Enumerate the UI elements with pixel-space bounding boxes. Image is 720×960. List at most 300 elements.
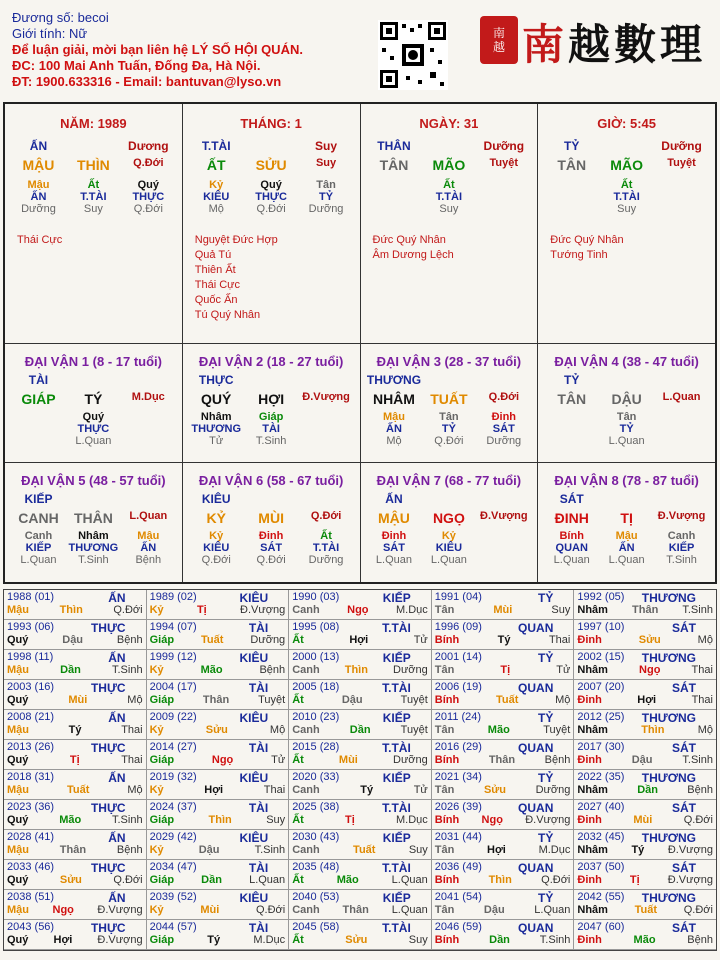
year-label: 2020 (33) (292, 771, 340, 783)
year-label: 2014 (27) (149, 741, 197, 753)
spacer (599, 373, 654, 387)
hidden-item (367, 179, 422, 191)
hidden-item: KIẾP (25, 542, 52, 554)
year-label: 2001 (14) (434, 651, 482, 663)
year-cell (4, 620, 147, 650)
year-cell (432, 920, 575, 950)
stem-branch-line (538, 157, 715, 173)
year-top (7, 591, 143, 603)
hidden-item: SÁT (382, 542, 405, 554)
year-star: SÁT (671, 801, 696, 815)
year-cell (147, 590, 290, 620)
year-stage: Thai (121, 754, 143, 766)
year-top (577, 771, 713, 783)
year-bottom (435, 874, 571, 886)
note-item: Đức Quý Nhân (372, 234, 446, 246)
header-info (12, 10, 303, 90)
year-branch: Mùi (200, 904, 220, 916)
year-bottom (577, 904, 713, 916)
year-stem: Mậu (7, 604, 29, 616)
spacer (476, 492, 531, 506)
year-row (4, 680, 716, 710)
branch: MÃO (610, 157, 643, 173)
year-star: T.TÀI (382, 861, 411, 875)
year-label: 2012 (25) (577, 711, 625, 723)
hidden-item (299, 411, 354, 423)
hidden-item: THỰC (77, 423, 110, 435)
stage: Đ.Vượng (657, 510, 706, 522)
year-stage: Mộ (127, 784, 143, 796)
year-star: TỶ (538, 711, 554, 725)
hidden-item (299, 423, 354, 435)
stem-branch-line (5, 510, 182, 526)
year-stage: T.Sinh (682, 754, 713, 766)
year-star: ẤN (108, 591, 126, 605)
year-label: 2010 (23) (292, 711, 340, 723)
year-bottom (435, 934, 571, 946)
so-label: Đương số: (12, 10, 75, 25)
year-stage: Đ.Vượng (667, 874, 713, 886)
year-branch: Tuất (201, 634, 224, 646)
year-stage: Mộ (697, 724, 713, 736)
year-branch: Hợi (204, 784, 224, 796)
stem: ĐINH (554, 510, 589, 526)
year-label: 1995 (08) (292, 621, 340, 633)
year-stage: Đ.Vượng (525, 814, 571, 826)
contact-line-1: Để luận giải, mời bạn liên hệ LÝ SỐ HỘI QUÁN. (12, 42, 303, 57)
year-stem: Ất (292, 934, 304, 946)
year-label: 2041 (54) (434, 891, 482, 903)
year-cell (289, 920, 432, 950)
year-branch: Tị (69, 754, 80, 766)
branch: TÝ (84, 391, 103, 407)
hidden-item: THƯƠNG (191, 423, 242, 435)
year-stem: Mậu (7, 784, 29, 796)
year-cell (289, 620, 432, 650)
hidden-item (121, 435, 176, 447)
stage: M.Dục (131, 391, 165, 403)
year-top (577, 591, 713, 603)
hidden-line-1 (5, 530, 182, 542)
year-row (4, 650, 716, 680)
year-label: 2006 (19) (434, 681, 482, 693)
year-bottom (435, 784, 571, 796)
year-star: KIẾP (382, 891, 411, 905)
year-label: 2031 (44) (434, 831, 482, 843)
hidden-line-2 (538, 542, 715, 554)
hidden-line-1 (538, 179, 715, 191)
year-row (4, 620, 716, 650)
year-stem: Mậu (7, 904, 29, 916)
year-top (292, 921, 428, 933)
year-star: T.TÀI (382, 621, 411, 635)
year-bottom (577, 934, 713, 946)
hidden-item: TỶ (619, 423, 634, 435)
dai-van-title: ĐẠI VẬN 4 (38 - 47 tuổi) (554, 354, 699, 369)
year-stage: Dưỡng (535, 784, 571, 796)
hidden-line-2 (183, 191, 360, 203)
hidden-item: Ất (320, 530, 332, 542)
hidden-item: Tân (316, 179, 336, 191)
hidden-line-3 (361, 435, 538, 447)
spacer (244, 373, 299, 387)
year-row (4, 860, 716, 890)
qr-code-icon[interactable] (378, 20, 448, 90)
year-label: 2022 (35) (577, 771, 625, 783)
ten-god-line (538, 492, 715, 506)
year-row (4, 590, 716, 620)
year-star: QUAN (518, 921, 554, 935)
year-bottom (292, 604, 428, 616)
dai-van-cell (538, 463, 715, 582)
hidden-item (654, 423, 709, 435)
hidden-item: Bệnh (135, 554, 162, 566)
year-stem: Bính (434, 934, 460, 946)
hidden-item: Nhâm (200, 411, 232, 423)
year-stage: T.Sinh (254, 844, 286, 856)
year-top (150, 831, 286, 843)
year-label: 2016 (29) (434, 741, 482, 753)
year-cell (432, 620, 575, 650)
dai-van-cell (361, 463, 539, 582)
dai-van-title: ĐẠI VẬN 6 (58 - 67 tuổi) (198, 473, 344, 488)
year-branch: Sửu (205, 724, 228, 736)
ten-god: KIẾP (24, 492, 53, 506)
year-cell (574, 740, 716, 770)
hidden-line-1 (5, 179, 182, 191)
year-top (577, 681, 713, 693)
year-stage: Bệnh (687, 784, 713, 796)
year-top (7, 621, 143, 633)
year-branch: Hợi (349, 634, 369, 646)
hidden-line-1 (538, 530, 715, 542)
year-top (150, 651, 286, 663)
year-branch: Tuất (495, 694, 519, 706)
year-star: TỶ (538, 651, 554, 665)
year-row (4, 770, 716, 800)
year-star: THƯƠNG (641, 591, 696, 605)
hidden-item: Dưỡng (308, 554, 344, 566)
hidden-item: Suy (83, 203, 103, 215)
year-star: TỶ (538, 831, 554, 845)
hidden-item: Mậu (382, 411, 405, 423)
year-top (292, 741, 428, 753)
pillar-cell (538, 104, 715, 344)
ten-god-line (183, 373, 360, 387)
year-label: 2042 (55) (577, 891, 625, 903)
year-star: THỰC (90, 621, 126, 635)
year-branch: Sửu (345, 934, 368, 946)
hidden-line-2 (538, 191, 715, 203)
hidden-item: THƯƠNG (68, 542, 119, 554)
year-star: TỶ (538, 771, 554, 785)
year-top (292, 831, 428, 843)
year-label: 2047 (60) (577, 921, 625, 933)
year-stem: Mậu (7, 844, 29, 856)
year-cell (147, 680, 290, 710)
hidden-item: T.Sinh (78, 554, 109, 566)
year-top (7, 651, 143, 663)
year-branch: Dậu (198, 844, 220, 856)
year-stage: Q.Đới (113, 874, 143, 886)
year-cell (432, 710, 575, 740)
year-stem: Đinh (577, 874, 602, 886)
year-star: KIẾP (382, 591, 411, 605)
notes (5, 233, 182, 248)
year-branch: Mão (200, 664, 223, 676)
hidden-line-3 (5, 554, 182, 566)
year-stage: Q.Đới (541, 874, 571, 886)
year-label: 2008 (21) (7, 711, 55, 723)
branch: TỊ (620, 510, 633, 526)
hidden-line-2 (538, 423, 715, 435)
year-label: 2007 (20) (577, 681, 625, 693)
dai-van-title: ĐẠI VẬN 5 (48 - 57 tuổi) (21, 473, 166, 488)
note-item: Nguyệt Đức Hợp (194, 234, 278, 246)
year-cell (4, 890, 147, 920)
year-stage: Mộ (697, 634, 713, 646)
ten-god: SÁT (559, 492, 584, 506)
year-stem: Tân (434, 604, 455, 616)
year-cell (574, 620, 716, 650)
year-top (577, 801, 713, 813)
year-stem: Kỷ (149, 784, 164, 796)
year-top (435, 651, 571, 663)
ten-god-line (361, 373, 538, 387)
hidden-item: Kỷ (441, 530, 456, 542)
year-stage: Thai (548, 634, 571, 646)
year-cell (147, 800, 290, 830)
hidden-item: Đinh (258, 530, 284, 542)
year-cell (289, 710, 432, 740)
hidden-item: Kỷ (209, 179, 224, 191)
spacer (121, 492, 176, 506)
year-stem: Quý (7, 694, 29, 706)
hidden-item: T.TÀI (613, 191, 640, 203)
hidden-item: Q.Đới (434, 435, 464, 447)
hidden-item: T.TÀI (80, 191, 107, 203)
year-stage: Thai (263, 784, 286, 796)
year-branch: Dậu (62, 634, 84, 646)
year-stage: Mộ (555, 694, 571, 706)
year-top (150, 921, 286, 933)
ten-god: ẤN (385, 492, 403, 506)
year-cell (147, 830, 290, 860)
year-star: TÀI (248, 921, 269, 935)
stage: L.Quan (129, 510, 168, 522)
hidden-item: Quý (137, 179, 159, 191)
spacer (421, 492, 476, 506)
year-branch: Hợi (487, 844, 506, 856)
year-stem: Quý (7, 814, 29, 826)
hidden-line-1 (5, 411, 182, 423)
year-stage: M.Dục (395, 814, 428, 826)
hidden-item (121, 411, 176, 423)
year-stem: Bính (434, 754, 460, 766)
hidden-item: Ất (620, 179, 633, 191)
note-item: Quốc Ấn (194, 294, 238, 306)
year-branch: Tuất (634, 904, 658, 916)
year-stage: Đ.Vượng (97, 934, 143, 946)
hidden-item: T.TÀI (312, 542, 340, 554)
spacer (66, 373, 121, 387)
year-star: TÀI (248, 681, 269, 695)
stem: TÂN (557, 157, 587, 173)
year-stage: Thai (691, 694, 713, 706)
ten-god-line (5, 139, 182, 153)
year-bottom (150, 784, 286, 796)
year-bottom (150, 934, 286, 946)
hidden-line-1 (361, 179, 538, 191)
stage-top: Dưỡng (661, 139, 702, 153)
year-stem: Nhâm (577, 604, 608, 616)
hidden-item (476, 191, 531, 203)
year-cell (432, 650, 575, 680)
hidden-item: ẤN (30, 191, 47, 203)
year-label: 2035 (48) (292, 861, 340, 873)
year-top (150, 591, 286, 603)
hidden-item: L.Quan (608, 435, 645, 447)
year-branch: Tị (345, 814, 355, 826)
hidden-item: Mộ (386, 435, 402, 447)
year-bottom (292, 904, 428, 916)
year-stage: Bệnh (116, 844, 143, 856)
year-bottom (435, 754, 571, 766)
spacer (66, 139, 121, 153)
year-star: TÀI (248, 861, 269, 875)
spacer (421, 373, 476, 387)
branch: THÂN (73, 510, 113, 526)
year-cell (289, 590, 432, 620)
year-stem: Bính (434, 634, 460, 646)
spacer (244, 492, 299, 506)
year-cell (574, 650, 716, 680)
year-top (292, 801, 428, 813)
year-star: KIÊU (239, 771, 269, 785)
year-cell (432, 800, 575, 830)
note-item: Thiên Ất (194, 264, 236, 276)
year-label: 2030 (43) (292, 831, 340, 843)
year-star: TÀI (248, 741, 269, 755)
year-top (435, 771, 571, 783)
year-bottom (292, 634, 428, 646)
year-branch: Thìn (208, 814, 232, 826)
spacer (299, 492, 354, 506)
year-star: SÁT (671, 681, 696, 695)
year-label: 1997 (10) (577, 621, 625, 633)
year-branch: Thìn (59, 604, 83, 616)
ten-god: TÀI (28, 373, 49, 387)
dai-van-cell (183, 463, 361, 582)
year-top (292, 681, 428, 693)
year-bottom (150, 724, 286, 736)
year-top (435, 861, 571, 873)
year-branch: Dần (201, 874, 222, 886)
year-label: 1999 (12) (149, 651, 197, 663)
year-label: 2002 (15) (577, 651, 625, 663)
year-top (577, 921, 713, 933)
year-star: KIÊU (239, 831, 269, 845)
year-cell (289, 890, 432, 920)
year-branch: Tị (500, 664, 511, 676)
dai-van-title: ĐẠI VẬN 8 (78 - 87 tuổi) (554, 473, 699, 488)
year-bottom (7, 784, 143, 796)
year-label: 2033 (46) (7, 861, 55, 873)
year-label: 2023 (36) (7, 801, 55, 813)
year-stage: Mộ (269, 724, 286, 736)
year-star: SÁT (671, 861, 696, 875)
year-star: TÀI (248, 801, 269, 815)
hidden-line-1 (183, 411, 360, 423)
year-branch: Ngọ (481, 814, 503, 826)
year-cell (289, 830, 432, 860)
year-star: SÁT (671, 621, 696, 635)
year-label: 1990 (03) (292, 591, 340, 603)
year-cell (147, 920, 290, 950)
year-stem: Quý (7, 754, 29, 766)
year-bottom (435, 694, 571, 706)
year-stage: Q.Đới (683, 814, 713, 826)
spacer (121, 373, 176, 387)
hidden-item: TỶ (319, 191, 334, 203)
year-stage: Q.Đới (683, 904, 713, 916)
year-bottom (7, 754, 143, 766)
hidden-item: KIÊU (435, 542, 463, 554)
hidden-line-1 (538, 411, 715, 423)
year-label: 1998 (11) (7, 651, 54, 663)
year-top (292, 891, 428, 903)
year-label: 2028 (41) (7, 831, 55, 843)
year-top (7, 711, 143, 723)
hidden-item: Quý (82, 411, 105, 423)
hidden-item (11, 423, 66, 435)
hidden-item: L.Quan (20, 554, 57, 566)
hidden-line-3 (538, 554, 715, 566)
year-bottom (577, 874, 713, 886)
hidden-item (654, 191, 709, 203)
year-label: 2046 (59) (434, 921, 482, 933)
year-stem: Ất (292, 814, 304, 826)
year-branch: Mão (487, 724, 510, 736)
stem: GIÁP (21, 391, 56, 407)
ten-god-line (183, 492, 360, 506)
hidden-item (654, 435, 709, 447)
hidden-item: Suy (439, 203, 459, 215)
hidden-item: Đinh (491, 411, 517, 423)
hidden-item: Dưỡng (308, 203, 344, 215)
year-stem: Giáp (149, 874, 175, 886)
year-top (150, 771, 286, 783)
stage: Suy (315, 157, 337, 169)
ten-god: TỶ (564, 373, 580, 387)
year-stage: Suy (551, 604, 571, 616)
year-stem: Kỷ (149, 844, 164, 856)
year-top (435, 801, 571, 813)
year-bottom (150, 634, 286, 646)
hidden-item (476, 542, 531, 554)
year-stem: Kỷ (149, 664, 164, 676)
year-label: 2036 (49) (434, 861, 482, 873)
stage: Đ.Vượng (302, 391, 350, 403)
year-cell (289, 800, 432, 830)
stage: Q.Đới (133, 157, 164, 169)
year-bottom (150, 904, 286, 916)
dai-van-cell (538, 344, 715, 463)
year-branch: Mùi (633, 814, 653, 826)
hidden-item (11, 411, 66, 423)
note-item: Đức Quý Nhân (550, 234, 624, 246)
hidden-item: TỶ (441, 423, 456, 435)
